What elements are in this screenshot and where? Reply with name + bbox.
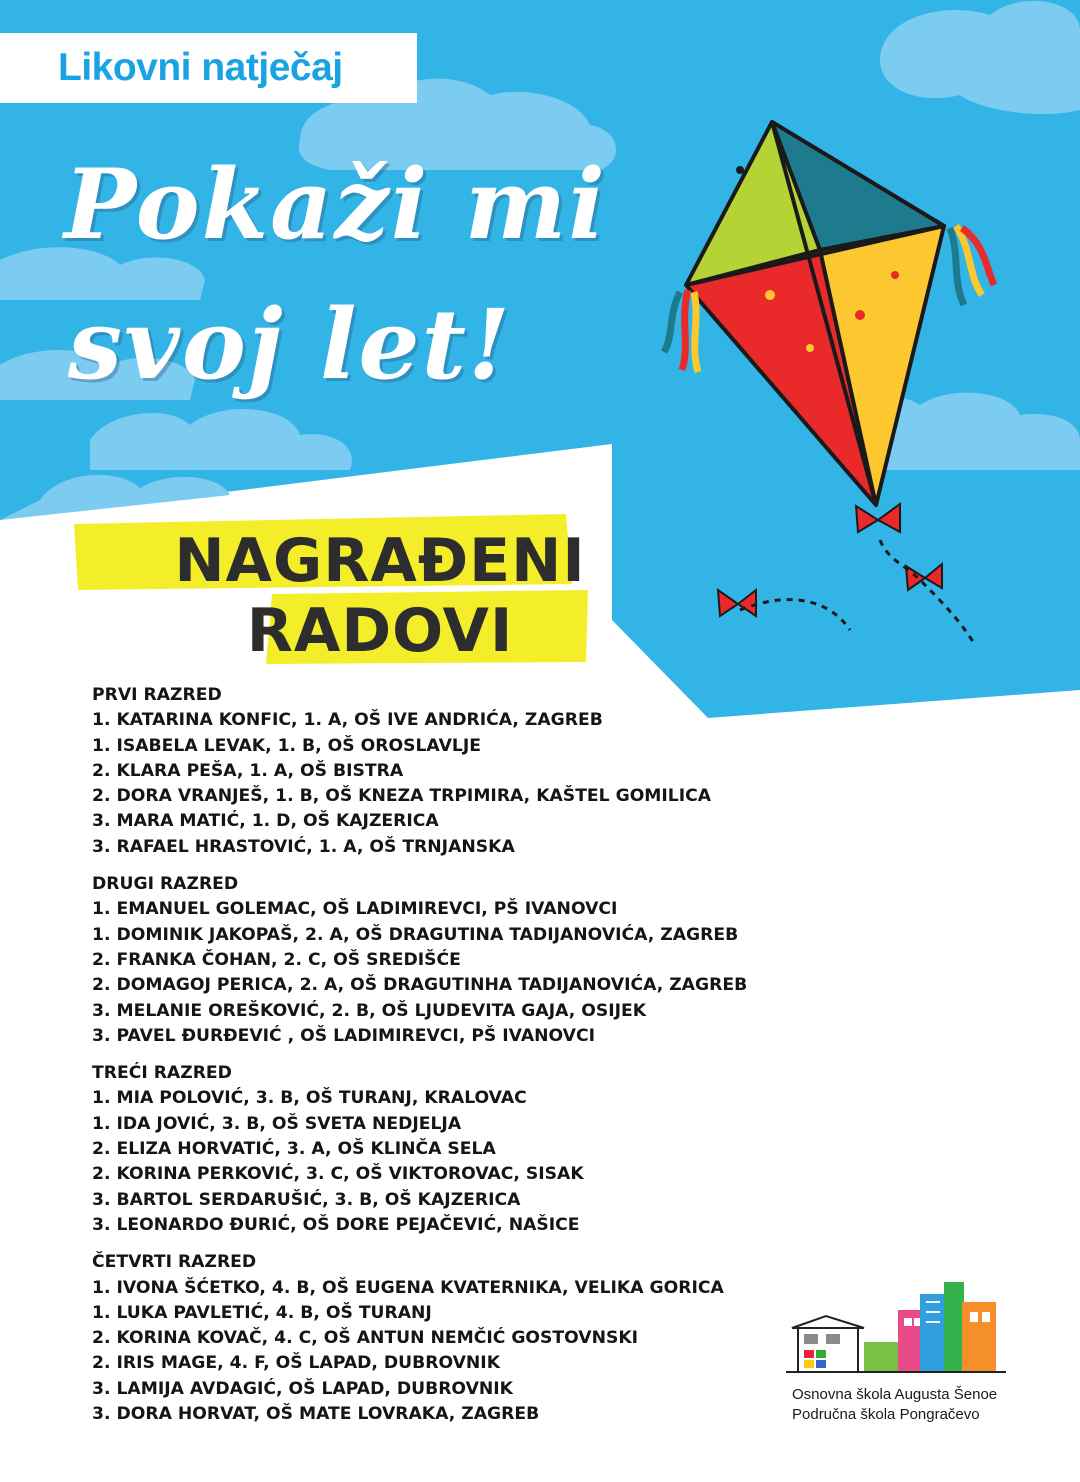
list-item: 3. BARTOL SERDARUŠIĆ, 3. B, OŠ KAJZERICA	[92, 1189, 521, 1210]
group-first-grade	[92, 683, 792, 860]
list-item: 1. KATARINA KONFIC, 1. A, OŠ IVE ANDRIĆA, ZAGREB	[92, 710, 603, 731]
contest-label	[0, 33, 417, 103]
list-item: 1. ISABELA LEVAK, 1. B, OŠ OROSLAVLJE	[92, 735, 481, 756]
contest-label-text: Likovni natječaj	[58, 46, 343, 89]
list-item: 3. MELANIE OREŠKOVIĆ, 2. B, OŠ LJUDEVITA GAJA, OSIJEK	[92, 1000, 647, 1021]
school-building-logo	[786, 1272, 1026, 1382]
award-heading-line-1: NAGRAĐENI	[174, 526, 586, 596]
group-second-grade	[92, 872, 792, 1049]
list-item: 3. MARA MATIĆ, 1. D, OŠ KAJZERICA	[92, 811, 439, 832]
list-item: 2. DOMAGOJ PERICA, 2. A, OŠ DRAGUTINHA TADIJANOVIĆA, ZAGREB	[92, 975, 748, 996]
list-item: 1. LUKA PAVLETIĆ, 4. B, OŠ TURANJ	[92, 1302, 432, 1323]
winners-list	[92, 683, 792, 1439]
list-item: 2. ELIZA HORVATIĆ, 3. A, OŠ KLINČA SELA	[92, 1139, 496, 1160]
list-item: 3. RAFAEL HRASTOVIĆ, 1. A, OŠ TRNJANSKA	[92, 836, 515, 857]
list-item: 2. KORINA KOVAČ, 4. C, OŠ ANTUN NEMČIĆ GOSTOVNSKI	[92, 1328, 639, 1349]
list-item: 1. IDA JOVIĆ, 3. B, OŠ SVETA NEDJELJA	[92, 1113, 462, 1134]
list-item: 3. LAMIJA AVDAGIĆ, OŠ LAPAD, DUBROVNIK	[92, 1378, 513, 1399]
award-heading-line-2: RADOVI	[246, 596, 514, 666]
group-title: PRVI RAZRED	[92, 685, 222, 705]
school-name: Osnovna škola Augusta Šenoe	[792, 1386, 998, 1403]
group-title: DRUGI RAZRED	[92, 874, 239, 895]
list-item: 1. DOMINIK JAKOPAŠ, 2. A, OŠ DRAGUTINA TADIJANOVIĆA, ZAGREB	[92, 924, 739, 945]
group-third-grade	[92, 1061, 792, 1238]
list-item: 3. PAVEL ĐURĐEVIĆ , OŠ LADIMIREVCI, PŠ IVANOVCI	[92, 1025, 595, 1046]
list-item: 2. KLARA PEŠA, 1. A, OŠ BISTRA	[92, 760, 404, 781]
list-item: 3. DORA HORVAT, OŠ MATE LOVRAKA, ZAGREB	[92, 1404, 540, 1425]
group-title: TREĆI RAZRED	[92, 1063, 232, 1084]
school-branch: Područna škola Pongračevo	[792, 1406, 980, 1423]
list-item: 1. MIA POLOVIĆ, 3. B, OŠ TURANJ, KRALOVAC	[92, 1088, 527, 1109]
list-item: 2. IRIS MAGE, 4. F, OŠ LAPAD, DUBROVNIK	[92, 1353, 501, 1374]
list-item: 3. LEONARDO ĐURIĆ, OŠ DORE PEJAČEVIĆ, NAŠICE	[92, 1214, 580, 1235]
group-title: ČETVRTI RAZRED	[92, 1252, 257, 1273]
school-logo	[786, 1272, 1026, 1452]
list-item: 1. IVONA ŠĆETKO, 4. B, OŠ EUGENA KVATERNIKA, VELIKA GORICA	[92, 1277, 724, 1298]
title-line-1: Pokaži mi	[64, 148, 607, 261]
list-item: 2. FRANKA ČOHAN, 2. C, OŠ SREDIŠĆE	[92, 949, 461, 970]
group-fourth-grade	[92, 1250, 792, 1427]
title-line-2: svoj let!	[68, 288, 513, 401]
list-item: 2. DORA VRANJEŠ, 1. B, OŠ KNEZA TRPIMIRA, KAŠTEL GOMILICA	[92, 786, 712, 807]
list-item: 2. KORINA PERKOVIĆ, 3. C, OŠ VIKTOROVAC, SISAK	[92, 1164, 584, 1185]
list-item: 1. EMANUEL GOLEMAC, OŠ LADIMIREVCI, PŠ IVANOVCI	[92, 899, 618, 920]
